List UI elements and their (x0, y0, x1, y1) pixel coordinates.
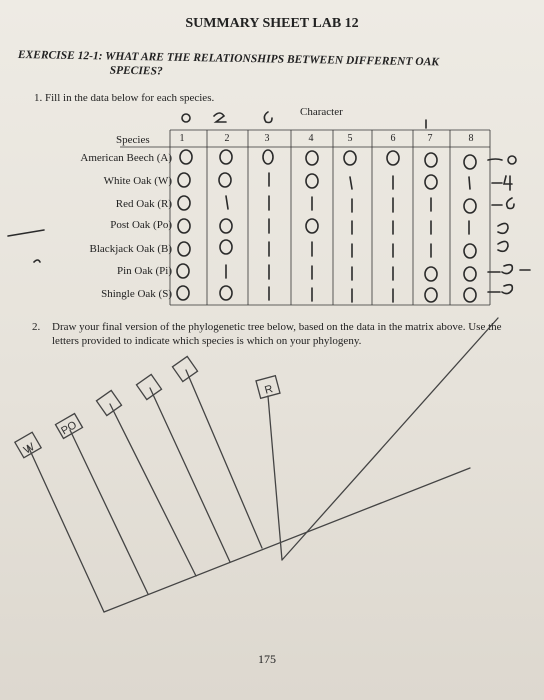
column-number: 8 (468, 133, 474, 144)
species-header: Species (116, 134, 150, 146)
species-row-label: Shingle Oak (S) (101, 288, 172, 300)
tree-tip-box (172, 356, 197, 381)
tree-branch (186, 370, 262, 548)
question-1: 1. Fill in the data below for each species. (34, 92, 215, 104)
tree-right-edge (282, 318, 498, 560)
page-title: SUMMARY SHEET LAB 12 (185, 16, 359, 31)
tree-tip-label: PO (59, 419, 79, 438)
column-number: 7 (427, 133, 433, 144)
species-row-label: Blackjack Oak (B) (89, 243, 172, 255)
question-2-number: 2. (32, 321, 41, 333)
column-number: 4 (308, 133, 314, 144)
species-row-label: Pin Oak (Pi) (117, 265, 172, 277)
exercise-heading-line2: SPECIES? (109, 64, 163, 78)
page-number: 175 (258, 652, 276, 666)
tree-branch (110, 404, 196, 576)
column-number: 2 (224, 133, 230, 144)
tree-tip-label: W (21, 441, 37, 457)
column-number: 1 (179, 133, 185, 144)
species-row-label: Post Oak (Po) (110, 219, 172, 231)
tree-branch (28, 446, 104, 612)
column-number: 3 (264, 133, 270, 144)
species-row-label: White Oak (W) (103, 175, 172, 187)
tree-tip-box (96, 390, 121, 415)
tree-baseline (104, 468, 470, 612)
species-row-label: American Beech (A) (80, 152, 172, 164)
column-number: 6 (390, 133, 396, 144)
character-header: Character (300, 106, 343, 118)
tree-branch (150, 388, 230, 562)
column-number: 5 (347, 133, 353, 144)
tree-tip-label: R (263, 383, 275, 397)
question-2-text: Draw your final version of the phylogenetic tree below, based on the data in the matrix above. Use the letters provided to indicate which species is which on your phylogeny. (52, 321, 502, 347)
species-row-label: Red Oak (R) (115, 198, 172, 210)
tree-tip-box (136, 374, 161, 399)
exercise-heading-line1: EXERCISE 12-1: WHAT ARE THE RELATIONSHIPS BETWEEN DIFFERENT OAK (17, 48, 440, 69)
tree-branch (268, 396, 282, 560)
tree-branch (70, 430, 148, 594)
